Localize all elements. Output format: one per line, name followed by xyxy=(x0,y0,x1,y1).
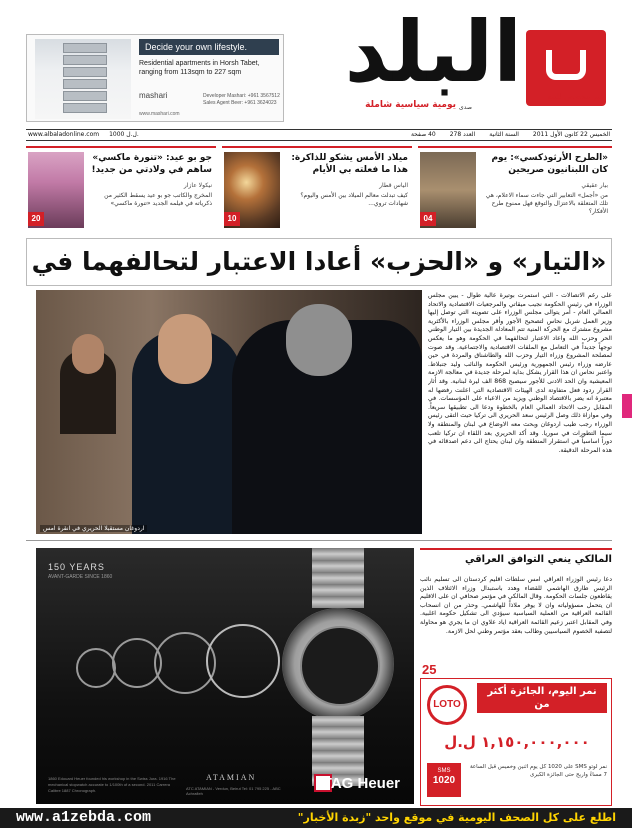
banner-text: اطلع على كل الصحف اليومية في موقع واحد "زبدة الأخبار" xyxy=(297,811,616,824)
masthead xyxy=(0,0,632,128)
teaser-title: جو بو عيد: «تنورة ماكسي» ساهم في ولادتي من جديد! xyxy=(91,153,212,175)
photo-caption: اردوغان مستقبلا الحريري في انقرة امس xyxy=(40,525,147,532)
developer-logo: mashari xyxy=(139,91,168,100)
side-scroll-tab[interactable] xyxy=(622,394,632,418)
main-headline[interactable]: «التيار» و «الحزب» أعادا الاعتبار لتحالفهما في xyxy=(26,238,612,286)
main-article-body: على رغم الاتصالات - التي استمرت بوتيرة عالية طوال - يبين مجلس الوزراء في رئيس الحكومة نجيب ميقاتي والمرجعيات الاقتصادية والاتحاد العمالي العام - أمر يتوالى مجلس الوزراء على تصويته التي توصل إليها وزير العمل شربل نحاس لتصحيح الأجور وأقر مجلس الوزراء بالأكثرية مشروع مشترك مع الحركة المنية تتم المعادلة الجديدة بين التيار الوطني الحر وحزب الله واعاد الاعتبار لتحالفهما في الحكومة وهو ما يعكس توجهاً جديداً في التعامل مع الملفات الاقتصادية والاجتماعية. وقد صوت لمصلحة المشروع وزراء التيار وحزب الله والطاشناق والمردة في حين عارضه وزراء رئيس الجمهورية ورئيس الحكومة والنائب وليد جنبلاط. واعتبر نحاس ان هذا القرار يشكل بداية لمرحلة جديدة في معالجة الازمة المعيشية وان الحد الادنى للأجور سيصبح 868 الف ليرة لبنانية. وقد أثار القرار ردود فعل متفاوتة لدى الهيئات الاقتصادية التي اعلنت رفضها له معتبرة انه يضر بالاقتصاد الوطني ويزيد من الاعباء على المؤسسات. في المقابل رحب الاتحاد العمالي العام بالخطوة ودعا الى تطبيقها سريعاً. وفي موازاة ذلك وصل الرئيس سعد الحريري الى تركيا حيث التقى رئيس الوزراء رجب طيب اردوغان وبحث معه الاوضاع في لبنان والمنطقة ولا سيما التطورات في سوريا. وقد أكد الحريري بعد اللقاء ان تركيا تلعب دوراً اساسياً في استقرار المنطقة وان لبنان يحتاج الى دعم اصدقائه في هذه المرحلة الدقيقة. xyxy=(428,292,612,454)
banner-url[interactable]: www.a1zebda.com xyxy=(16,809,152,826)
side-article-body: دعا رئيس الوزراء العراقي امس سلطات اقليم كردستان الى تسليم نائب الرئيس طارق الهاشمي للقضاء وهدد باستبدال وزراء الائتلاف الذين يقاطعون جلسات الحكومة. وقال المالكي في مؤتمر صحافي ان على الاقليم ان يتحمل مسؤولياته وان لا يوفر ملاذاً للهاشمي. وحذر من ان انسحاب القائمة العراقية من العملية السياسية سيؤدي الى تشكيل حكومة اغلبية. وفي المقابل اعتبر زعيم القائمة العراقية اياد علاوي ان ما يجري هو محاولة لتصفية الخصوم السياسيين وطالب بعقد مؤتمر وطني لحل الازمة. xyxy=(420,576,612,635)
sms-badge xyxy=(427,763,461,797)
watch-dial xyxy=(282,608,394,720)
issue-number: العدد 278 xyxy=(449,131,476,138)
issue-info-bar xyxy=(26,129,612,141)
editor-note: صدى xyxy=(459,104,472,111)
top-advertisement[interactable] xyxy=(26,34,284,122)
ad-years: 150 YEARS xyxy=(48,562,105,572)
ad-website[interactable]: www.mashari.com xyxy=(139,111,180,117)
ad-description: Residential apartments in Horsh Tabet, ranging from 113sqm to 227 sqm xyxy=(139,60,260,76)
lotto-headline: نمر اليوم، الجائزة أكثر من xyxy=(477,683,607,713)
ad-details: 1860 Edouard Heuer founded his workshop in the Swiss Jura. 1916 The mechanical stopwatch accurate to 1/100th of a second. 2011 Carrera Calibre 1887 Chronograph. xyxy=(48,776,176,793)
ad-slogan: Decide your own lifestyle. xyxy=(139,39,279,55)
retailer-address: ATC ATAMIAN - Verdun, Beirut Tel: 01 795 225 - ABC Achrafieh xyxy=(186,786,281,796)
bottom-banner[interactable] xyxy=(0,808,632,828)
page-count: 40 صفحة xyxy=(410,131,436,138)
retailer-name: ATAMIAN xyxy=(206,773,257,782)
teaser-body: المخرج والكاتب جو بو عيد يسقط الكثير من ذكرياته في فيلمه الجديد «تنورة ماكسي» xyxy=(104,192,212,207)
side-article-title[interactable]: المالكي ينعي التوافق العراقي xyxy=(420,548,612,565)
lotto-logo: LOTO xyxy=(427,685,467,725)
issue-year: السنة الثانية xyxy=(489,131,519,138)
teaser-author: الياس قطار xyxy=(379,182,408,189)
teaser-author: نيكولا عازار xyxy=(183,182,212,189)
issue-price: 1000 ل.ل. xyxy=(109,131,139,138)
sms-label: SMS xyxy=(437,768,451,774)
watch-advertisement[interactable] xyxy=(36,548,414,804)
building-illustration xyxy=(35,39,131,119)
newspaper-logo-word: البلد xyxy=(344,3,522,101)
teaser-page-badge: 20 xyxy=(28,212,44,226)
teaser-page-badge: 10 xyxy=(224,212,240,226)
teaser-body: من «أجمل» التعابير التي جاءت سماء الاعلام، هي تلك المتعلقة بالاعتزال والتوقع فهل ممنوع طرح الأفكار؟ xyxy=(485,192,608,215)
sms-number: 1020 xyxy=(432,775,456,786)
main-photo xyxy=(36,290,422,534)
teaser-page-badge: 04 xyxy=(420,212,436,226)
lotto-amount: ١,١٥٠,٠٠٠,٠٠٠ ل.ل xyxy=(444,733,590,751)
logo-tagline: غير مخصص للبيع xyxy=(547,92,604,101)
teaser-body: كيف تبدلت معالم الميلاد بين الأمس واليوم؟ شهادات تروي... xyxy=(300,192,408,207)
teaser-joe-bou-eid[interactable] xyxy=(26,146,216,228)
teaser-christmas[interactable] xyxy=(222,146,412,228)
issue-date: الخميس 22 كانون الأول 2011 xyxy=(532,131,610,138)
brand-name: TAG Heuer xyxy=(322,775,400,792)
ad-tagline: AVANT-GARDE SINCE 1860 xyxy=(48,574,113,580)
teaser-title: ميلاد الأمس يشكو للذاكرة: هذا ما فعلته بي الأيام xyxy=(291,153,408,175)
section-divider xyxy=(26,540,612,541)
newspaper-subtitle: يومية سياسية شاملة xyxy=(365,100,456,110)
teaser-orthodox[interactable] xyxy=(418,146,612,228)
lottery-advertisement[interactable] xyxy=(420,678,612,806)
teaser-title: «الطرح الأرثوذكسي»: يوم كان اللبنانيون صريحين xyxy=(491,153,608,175)
website-link[interactable]: www.albaladonline.com xyxy=(28,131,100,138)
watch-strap-top xyxy=(312,548,364,608)
side-article-page-number: 25 xyxy=(422,662,437,677)
watch-parts-illustration xyxy=(76,618,276,728)
developer-info: Developer Mashari: +961 3567512 Sales Agent Beer: +961 3624023 xyxy=(203,93,280,106)
teaser-author: بيار عقيقي xyxy=(581,182,608,189)
lotto-small-print: نمر لوتو SMS على 1020 كل يوم اثنين وخميس قبل الساعة 7 مساءً واربح حتى الجائزة الكبرى xyxy=(469,764,607,778)
